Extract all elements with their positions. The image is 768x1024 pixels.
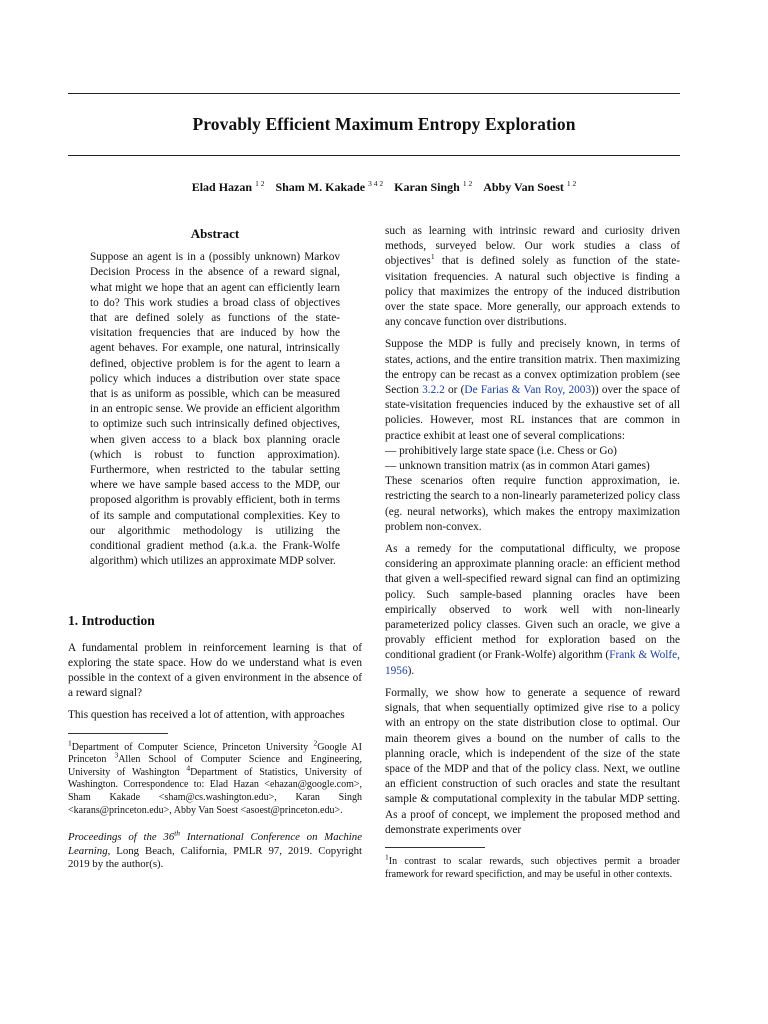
body-paragraph-1: such as learning with intrinsic reward and curiosity driven methods, surveyed below. Our work studies a class of objectives$^1$ that is defined solely as function of the state-visitation frequencies. A natural such objective is finding a policy that maximizes the entropy of the induced distribution over the state space. More generally, our approach extends to any concave function over distributions.: [385, 225, 680, 329]
intro-paragraph-2: This question has received a lot of attention, with approaches: [68, 709, 345, 722]
citation-link[interactable]: De Farias & Van Roy, 2003: [464, 384, 592, 397]
complication-item: — unknown transition matrix (as in common Atari games): [385, 460, 650, 473]
author: Karan Singh $^{1 2}$: [394, 179, 473, 194]
footnote-1: $^1$In contrast to scalar rewards, such objectives permit a broader framework for reward specifiction, and may be useful in other contexts.: [385, 852, 680, 880]
author-list: [0, 180, 768, 195]
affiliation-footnote: $^1$Department of Computer Science, Princeton University $^2$Google AI Princeton $^3$Allen School of Computer Science and Engineering, University of Washington $^4$Department of Statistics, University of Washington. Correspondence to: Elad Hazan <ehazan@google.com>, Sham Kakade <sham@cs.washington.edu>, Karan Singh <karans@princeton.edu>, Abby Van Soest <asoest@princeton.edu>.: [68, 738, 363, 816]
footnote-rule: [385, 847, 485, 848]
left-column: [68, 226, 362, 878]
body-paragraph-3: As a remedy for the computational difficulty, we propose considering an approximate planning oracle: an efficient method that given a well-specified reward signal can find an optimizing policy. Such sample-based planning oracles have been empirically observed to work well with non-linearly parameterized policy classes. Given such an oracle, we give a provably efficient method for exploration based on the conditional gradient (or Frank-Wolfe) algorithm (Frank & Wolfe, 1956).: [385, 543, 680, 677]
body-paragraph-4: Formally, we show how to generate a sequence of reward signals, that when sequentially optimized give rise to a policy with an entropy on the state distribution close to optimal. Our main theorem gives a bound on the number of calls to the planning oracle, which is independent of the size of the state space of the MDP and that of the policy class. Next, we outline an efficient construction of such oracles and state the resultant sample & computational complexity in the tabular MDP setting. As a proof of concept, we implement the proposed method and demonstrate experiments over: [385, 686, 680, 836]
right-column: [385, 224, 680, 881]
author: Elad Hazan $^{1 2}$: [191, 179, 265, 194]
intro-paragraph-1: A fundamental problem in reinforcement learning is that of exploring the state space. How do we understand what is even possible in the context of a given environment in the absence of a reward signal?: [68, 641, 362, 700]
citation-link[interactable]: Frank & Wolfe, 1956: [385, 649, 680, 677]
body-paragraph-2: Suppose the MDP is fully and precisely known, in terms of states, actions, and the entire transition matrix. Then maximizing the entropy can be recast as a convex optimization problem (see Section 3.2.2 or (De Farias & Van Roy, 2003)) over the space of state-visitation frequencies induced by the exhaustive set of all policies. However, most RL instances that are common in practice exhibit at least one of several complications:: [385, 338, 680, 442]
section-link[interactable]: 3.2.2: [422, 384, 445, 397]
title-top-rule: [68, 93, 680, 94]
complication-item: — prohibitively large state space (i.e. Chess or Go): [385, 444, 617, 457]
title-bottom-rule: [68, 155, 680, 156]
author: Sham M. Kakade $^{3 4 2}$: [275, 179, 384, 194]
section-heading-introduction: 1. Introduction: [68, 613, 155, 629]
author: Abby Van Soest $^{1 2}$: [483, 179, 577, 194]
body-paragraph-2-cont: These scenarios often require function approximation, ie. restricting the search to a non-linearly parameterized policy class (eg. neural networks), which makes the entropy maximization problem non-convex.: [385, 475, 680, 533]
paper-title: Provably Efficient Maximum Entropy Exploration: [192, 114, 576, 134]
footnote-marker[interactable]: 1: [430, 252, 435, 262]
footnote-rule: [68, 733, 168, 734]
abstract-text: Suppose an agent is in a (possibly unknown) Markov Decision Process in the absence of a reward signal, what might we hope that an agent can efficiently learn to do? This work studies a broad class of objectives that are defined solely as functions of the state-visitation frequencies that are induced by how the agent behaves. For example, one natural, intrinsically defined, objective problem is for the agent to learn a policy which induces a distribution over state space that is as uniform as possible, which can be measured in an entropic sense. We provide an efficient algorithm to optimize such such intrinsically defined objectives, when given access to a black box planning oracle (which is robust to function approximation). Furthermore, when restricted to the tabular setting where we have sample based access to the MDP, our proposed algorithm is provably efficient, both in terms of its sample and computational complexities. Key to our algorithmic methodology is utilizing the conditional gradient method (a.k.a. the Frank-Wolfe algorithm) which utilizes an approximate MDP solver.: [90, 251, 340, 568]
abstract-heading: Abstract: [190, 226, 240, 241]
proceedings-note: Proceedings of the 36th International Conference on Machine Learning, Long Beach, California, PMLR 97, 2019. Copyright 2019 by the author(s).: [68, 828, 362, 871]
